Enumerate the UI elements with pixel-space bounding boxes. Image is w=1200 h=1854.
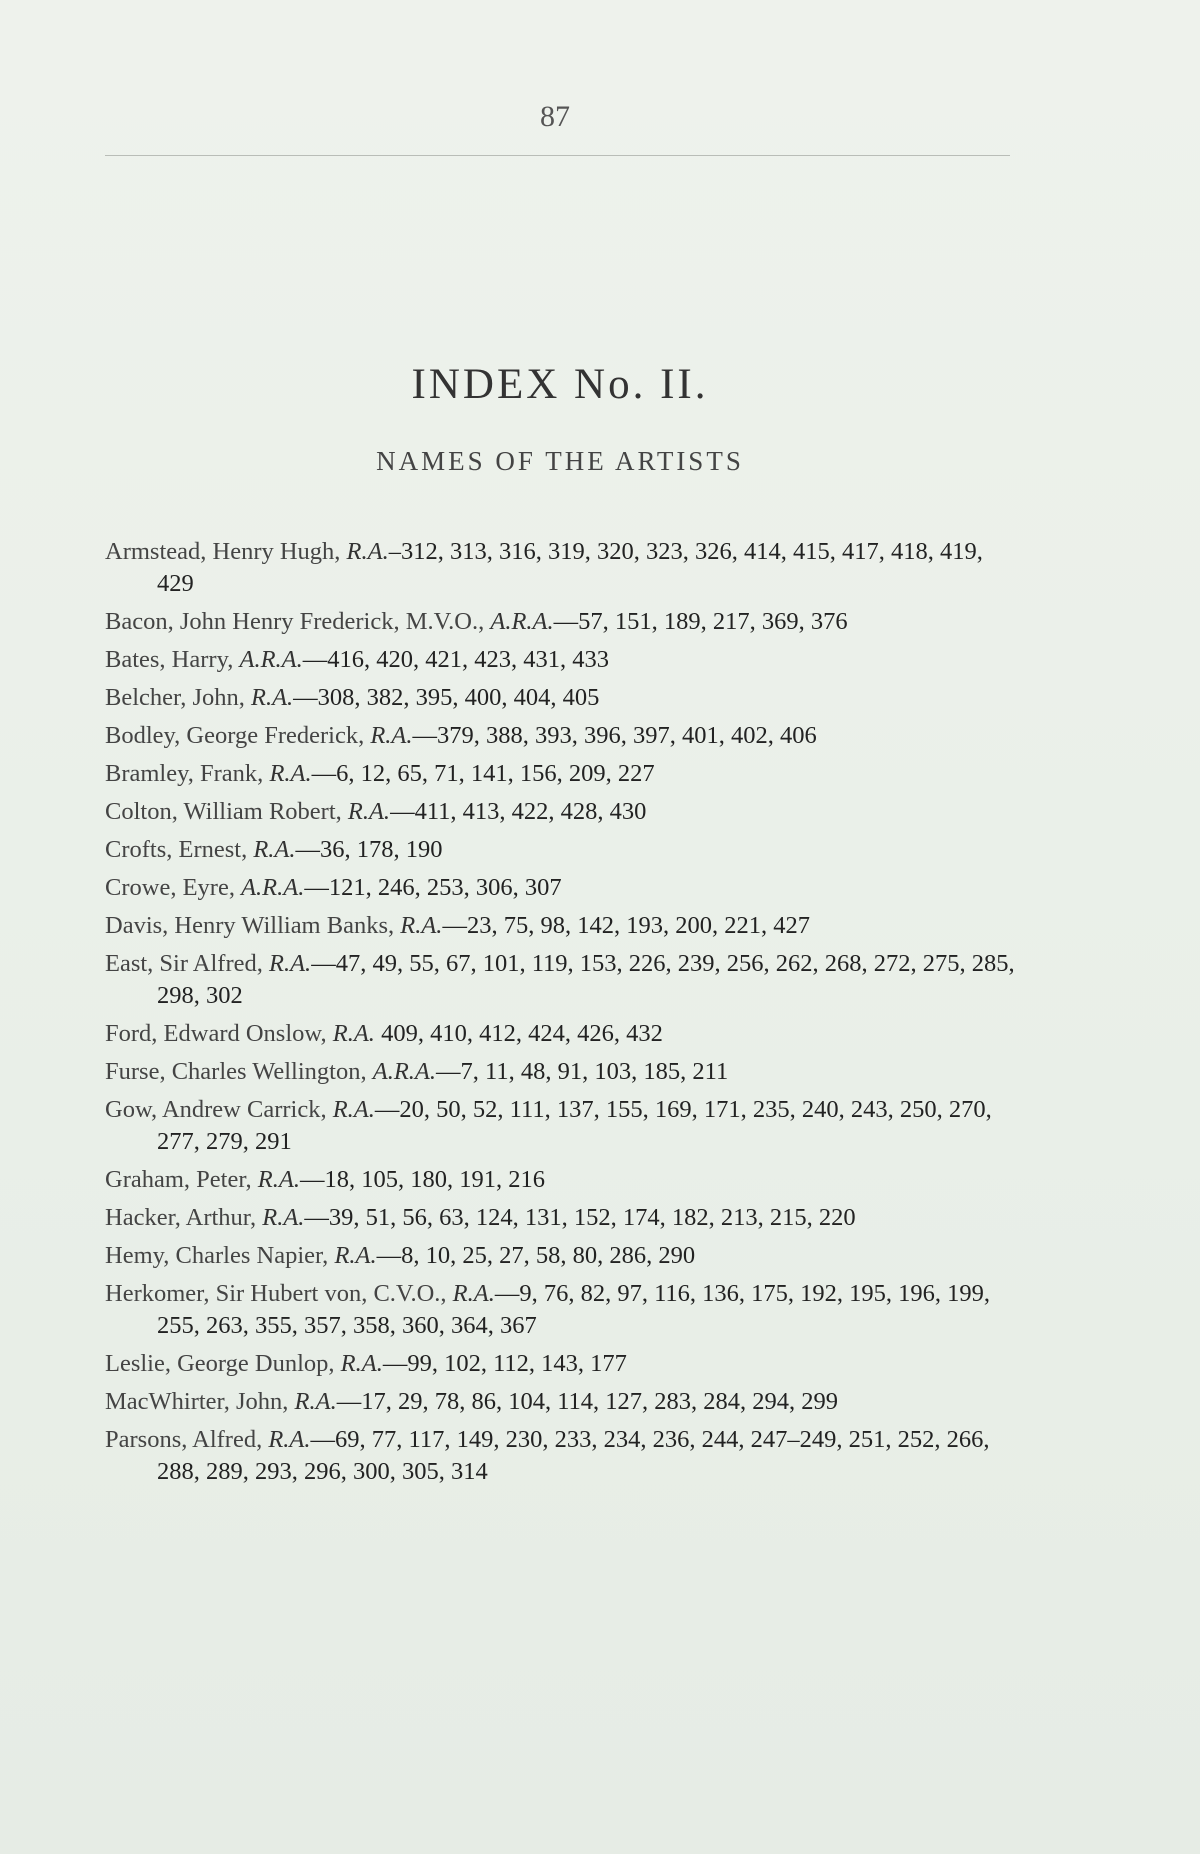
artist-rank: A.R.A. bbox=[241, 874, 305, 901]
artist-name: Leslie, George Dunlop, bbox=[105, 1350, 335, 1377]
artist-rank: R.A. bbox=[452, 1280, 495, 1307]
index-entry bbox=[105, 1164, 1025, 1196]
page-references: —9, 76, 82, 97, 116, 136, 175, 192, 195, 196, 199, 255, 263, 355, 357, 358, 360, 364, 367 bbox=[157, 1280, 991, 1339]
artist-rank: R.A. bbox=[294, 1388, 337, 1415]
artist-rank: R.A. bbox=[253, 836, 296, 863]
index-entry bbox=[105, 758, 1025, 790]
index-entry bbox=[105, 1056, 1025, 1088]
page-references: —416, 420, 421, 423, 431, 433 bbox=[302, 646, 610, 673]
page-references: —6, 12, 65, 71, 141, 156, 209, 227 bbox=[311, 760, 655, 787]
artist-name: East, Sir Alfred, bbox=[105, 950, 263, 977]
page-references: —69, 77, 117, 149, 230, 233, 234, 236, 244, 247–249, 251, 252, 266, 288, 289, 293, 296, 300, 305, 314 bbox=[157, 1426, 990, 1485]
index-entry bbox=[105, 910, 1025, 942]
artist-name: Gow, Andrew Carrick, bbox=[105, 1096, 327, 1123]
artist-name: Belcher, John, bbox=[105, 684, 245, 711]
page-references: —57, 151, 189, 217, 369, 376 bbox=[553, 608, 848, 635]
page-references: —36, 178, 190 bbox=[295, 836, 443, 863]
artist-name: Bates, Harry, bbox=[105, 646, 234, 673]
artist-rank: R.A. bbox=[332, 1096, 375, 1123]
header-rule bbox=[105, 155, 1010, 156]
artist-rank: R.A. bbox=[334, 1242, 377, 1269]
artist-name: Graham, Peter, bbox=[105, 1166, 252, 1193]
index-entry bbox=[105, 1094, 1025, 1158]
artist-rank: A.R.A. bbox=[239, 646, 303, 673]
index-entry bbox=[105, 796, 1025, 828]
index-entry bbox=[105, 1278, 1025, 1342]
artist-name: Ford, Edward Onslow, bbox=[105, 1020, 327, 1047]
index-entry bbox=[105, 1424, 1025, 1488]
page-references: —23, 75, 98, 142, 193, 200, 221, 427 bbox=[442, 912, 810, 939]
artist-rank: R.A. bbox=[269, 950, 312, 977]
artist-name: Bodley, George Frederick, bbox=[105, 722, 365, 749]
page-references: 409, 410, 412, 424, 426, 432 bbox=[381, 1020, 663, 1047]
artist-rank: R.A. bbox=[347, 798, 391, 825]
page-references: —121, 246, 253, 306, 307 bbox=[304, 874, 562, 901]
index-entry bbox=[105, 1240, 1025, 1272]
page-references: —47, 49, 55, 67, 101, 119, 153, 226, 239, 256, 262, 268, 272, 275, 285, 298, 302 bbox=[157, 950, 1015, 1009]
artist-name: Crofts, Ernest, bbox=[105, 836, 248, 863]
index-entry bbox=[105, 720, 1025, 752]
page-references: —308, 382, 395, 400, 404, 405 bbox=[293, 684, 600, 711]
artist-rank: R.A. bbox=[269, 760, 312, 787]
artist-rank: R.A. bbox=[400, 912, 443, 939]
artist-rank: R.A. bbox=[370, 722, 413, 749]
page-references: —99, 102, 112, 143, 177 bbox=[382, 1350, 627, 1377]
page-references: –312, 313, 316, 319, 320, 323, 326, 414, 415, 417, 418, 419, 429 bbox=[157, 538, 983, 597]
artist-rank: R.A. bbox=[332, 1020, 375, 1047]
index-entry bbox=[105, 1202, 1025, 1234]
artist-rank: R.A. bbox=[346, 538, 389, 565]
page-references: —379, 388, 393, 396, 397, 401, 402, 406 bbox=[412, 722, 817, 749]
index-entry bbox=[105, 606, 1025, 638]
page-references: —20, 50, 52, 111, 137, 155, 169, 171, 235, 240, 243, 250, 270, 277, 279, 291 bbox=[157, 1096, 992, 1155]
artist-name: Herkomer, Sir Hubert von, C.V.O., bbox=[105, 1280, 447, 1307]
index-entry bbox=[105, 1386, 1025, 1418]
artist-name: Bramley, Frank, bbox=[105, 760, 264, 787]
index-entry bbox=[105, 536, 1025, 600]
artist-rank: A.R.A. bbox=[490, 608, 554, 635]
index-entry bbox=[105, 644, 1025, 676]
index-entry bbox=[105, 682, 1025, 714]
artist-name: Crowe, Eyre, bbox=[105, 874, 235, 901]
artist-rank: R.A. bbox=[262, 1204, 305, 1231]
artist-rank: R.A. bbox=[250, 684, 294, 711]
index-entry bbox=[105, 834, 1025, 866]
artist-name: Colton, William Robert, bbox=[105, 798, 342, 825]
artist-name: Hemy, Charles Napier, bbox=[105, 1242, 329, 1269]
index-entry bbox=[105, 872, 1025, 904]
page-references: —39, 51, 56, 63, 124, 131, 152, 174, 182, 213, 215, 220 bbox=[304, 1204, 856, 1231]
artist-name: Armstead, Henry Hugh, bbox=[105, 538, 341, 565]
page-references: —7, 11, 48, 91, 103, 185, 211 bbox=[436, 1058, 729, 1085]
page-references: —8, 10, 25, 27, 58, 80, 286, 290 bbox=[376, 1242, 696, 1269]
index-entry bbox=[105, 1018, 1025, 1050]
artist-name: Bacon, John Henry Frederick, M.V.O., bbox=[105, 608, 485, 635]
index-entry bbox=[105, 1348, 1025, 1380]
page-references: —17, 29, 78, 86, 104, 114, 127, 283, 284, 294, 299 bbox=[336, 1388, 839, 1415]
artist-rank: R.A. bbox=[340, 1350, 383, 1377]
artist-name: Furse, Charles Wellington, bbox=[105, 1058, 367, 1085]
artist-rank: R.A. bbox=[257, 1166, 300, 1193]
page-references: —18, 105, 180, 191, 216 bbox=[299, 1166, 545, 1193]
index-title: INDEX No. II. bbox=[411, 361, 709, 408]
artist-name: MacWhirter, John, bbox=[105, 1388, 289, 1415]
artist-name: Davis, Henry William Banks, bbox=[105, 912, 395, 939]
index-subtitle: NAMES OF THE ARTISTS bbox=[376, 446, 744, 476]
page-references: —411, 413, 422, 428, 430 bbox=[390, 798, 647, 825]
index-entry bbox=[105, 948, 1025, 1012]
artist-rank: R.A. bbox=[268, 1426, 311, 1453]
artist-name: Parsons, Alfred, bbox=[105, 1426, 263, 1453]
artist-rank: A.R.A. bbox=[372, 1058, 437, 1085]
artist-name: Hacker, Arthur, bbox=[105, 1204, 257, 1231]
page-number: 87 bbox=[540, 100, 570, 133]
artist-index-list bbox=[105, 536, 1025, 1494]
